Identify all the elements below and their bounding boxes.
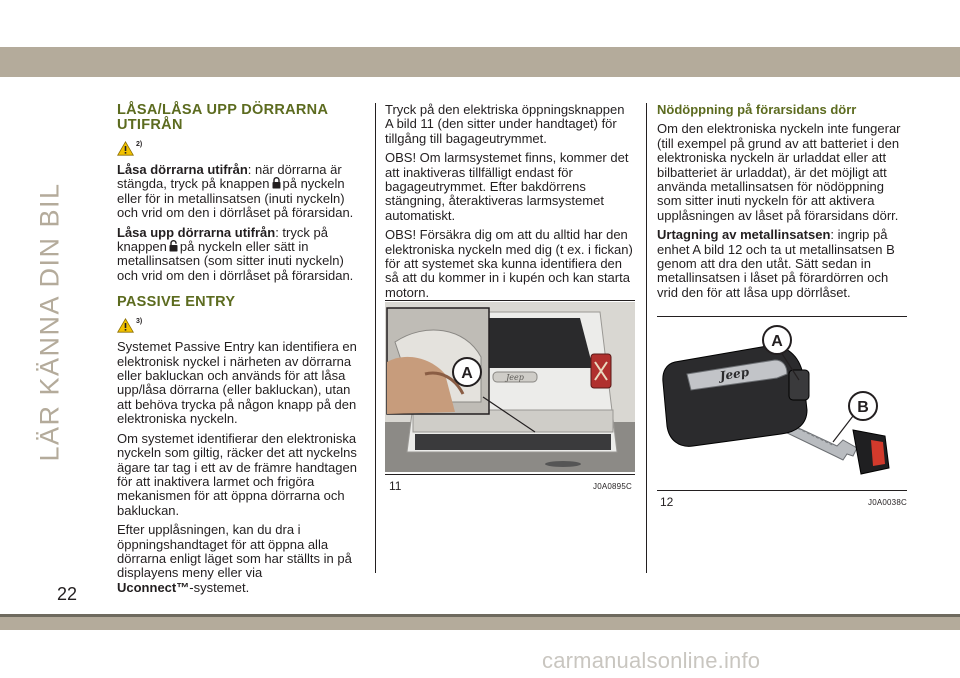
figure-12-badge: Jeep <box>718 364 750 384</box>
paragraph-passive-entry-3: Efter upplåsningen, kan du dra i öppningshandtaget för att öppna alla dörrarna enligt läget som har ställts in på displayens meny eller via Uconnect™-systemet. <box>117 522 352 595</box>
column-divider <box>375 103 376 573</box>
term-uconnect: Uconnect™ <box>117 579 190 595</box>
warning-reference <box>117 316 365 336</box>
warning-ref-number: 2) <box>136 141 143 148</box>
figure-12-code: J0A0038C <box>868 498 907 507</box>
figure-12-key-illustration <box>657 318 907 488</box>
warning-ref-number: 3) <box>136 318 143 326</box>
figure-12-callout-a: A <box>771 333 783 350</box>
section-heading-passive-entry: PASSIVE ENTRY <box>117 294 236 311</box>
column-divider <box>646 103 647 573</box>
figure-12-bottom-rule <box>657 490 907 491</box>
lock-closed-icon <box>272 177 281 189</box>
paragraph-alarm-note: OBS! Om larmsystemet finns, kommer det att inaktiveras tillfälligt endast för bagageutrymmet. Efter bakdörrens stängning, återaktiveras larmsystemet automatiskt. <box>385 150 629 223</box>
paragraph-key-removal: Urtagning av metallinsatsen: ingrip på enhet A bild 12 och ta ut metallinsatsen B genom att dra den utåt. Sätt sedan in metallinsatsen i låset på förardörren och vrid den för att låsa upp dörrlåset. <box>657 227 895 300</box>
header-band <box>0 47 960 77</box>
figure-12-top-rule <box>657 316 907 317</box>
figure-11-badge: Jeep <box>506 373 524 382</box>
source-watermark: carmanualsonline.info <box>542 648 761 673</box>
figure-11-callout-a: A <box>461 365 473 382</box>
figure-11-top-rule <box>385 300 635 301</box>
warning-reference <box>117 139 365 159</box>
column-3 <box>657 103 907 305</box>
section-heading-lock-unlock: LÅSA/LÅSA UPP DÖRRARNA UTIFRÅN <box>117 102 328 133</box>
paragraph-key-note: OBS! Försäkra dig om att du alltid har den elektroniska nyckeln med dig (t ex. i fickan) för att systemet ska kunna identifiera den så att du kommer in i kupén och kan starta motorn. <box>385 227 633 300</box>
warning-icon <box>117 141 134 156</box>
page-number: 22 <box>57 584 78 604</box>
column-2 <box>385 103 635 305</box>
footer-band-edge <box>0 614 960 617</box>
term-unlock-outside: Låsa upp dörrarna utifrån <box>117 224 276 240</box>
lock-open-icon <box>169 240 178 252</box>
column-1 <box>117 103 365 600</box>
paragraph-passive-entry-1: Systemet Passive Entry kan identifiera en elektronisk nyckel i närheten av dörrarna eller bakluckan och används för att låsa upp/låsa dörrarna (eller bakluckan), utan att behöva trycka på någon knapp på den elektroniska nyckeln. <box>117 339 357 427</box>
subheading-emergency-opening: Nödöppning på förarsidans dörr <box>657 102 857 117</box>
paragraph-passive-entry-2: Om systemet identifierar den elektroniska nyckeln som giltig, räcker det att nyckelns ägare tar tag i ett av de främre handtagen för att inaktivera larmet och frigöra mekanismen för att öppna dörrarna och bakluckan. <box>117 430 357 518</box>
paragraph-emergency-opening: Om den elektroniska nyckeln inte fungerar (till exempel på grund av att batteriet i den elektroniska nyckeln är urladdat eller att bilbatteriet är urladdat), är det möjligt att använda metallinsatsen för nödöppning som sitter inuti nyckeln för att aktivera upplåsningen av låset på förarsidans dörr. <box>657 121 901 223</box>
paragraph-unlock-outside: Låsa upp dörrarna utifrån: tryck på knappen på nyckeln eller sätt in metallinsatsen (som sitter inuti nyckeln) och vrid om den i dörrlåset på förarsidan. <box>117 224 354 283</box>
chapter-side-title: LÄR KÄNNA DIN BIL <box>34 182 65 462</box>
term-lock-outside: Låsa dörrarna utifrån <box>117 162 248 177</box>
warning-icon <box>117 318 134 333</box>
figure-11-code: J0A0895C <box>593 482 632 491</box>
figure-12-callout-b: B <box>857 399 869 416</box>
figure-12-number: 12 <box>660 495 674 509</box>
paragraph-lock-outside: Låsa dörrarna utifrån: när dörrarna är stängda, tryck på knappen på nyckeln eller för in metallinsatsen (inuti nyckeln) och vrid om den i dörrlåset på förarsidan. <box>117 162 354 221</box>
figure-11-number: 11 <box>389 479 402 493</box>
paragraph-tailgate-button: Tryck på den elektriska öppningsknappen A bild 11 (den sitter under handtaget) för tillgång till bagageutrymmet. <box>385 102 625 146</box>
term-key-removal: Urtagning av metallinsatsen <box>657 227 831 243</box>
figure-11-bottom-rule <box>385 474 635 475</box>
figure-11-tailgate-photo <box>385 302 635 472</box>
